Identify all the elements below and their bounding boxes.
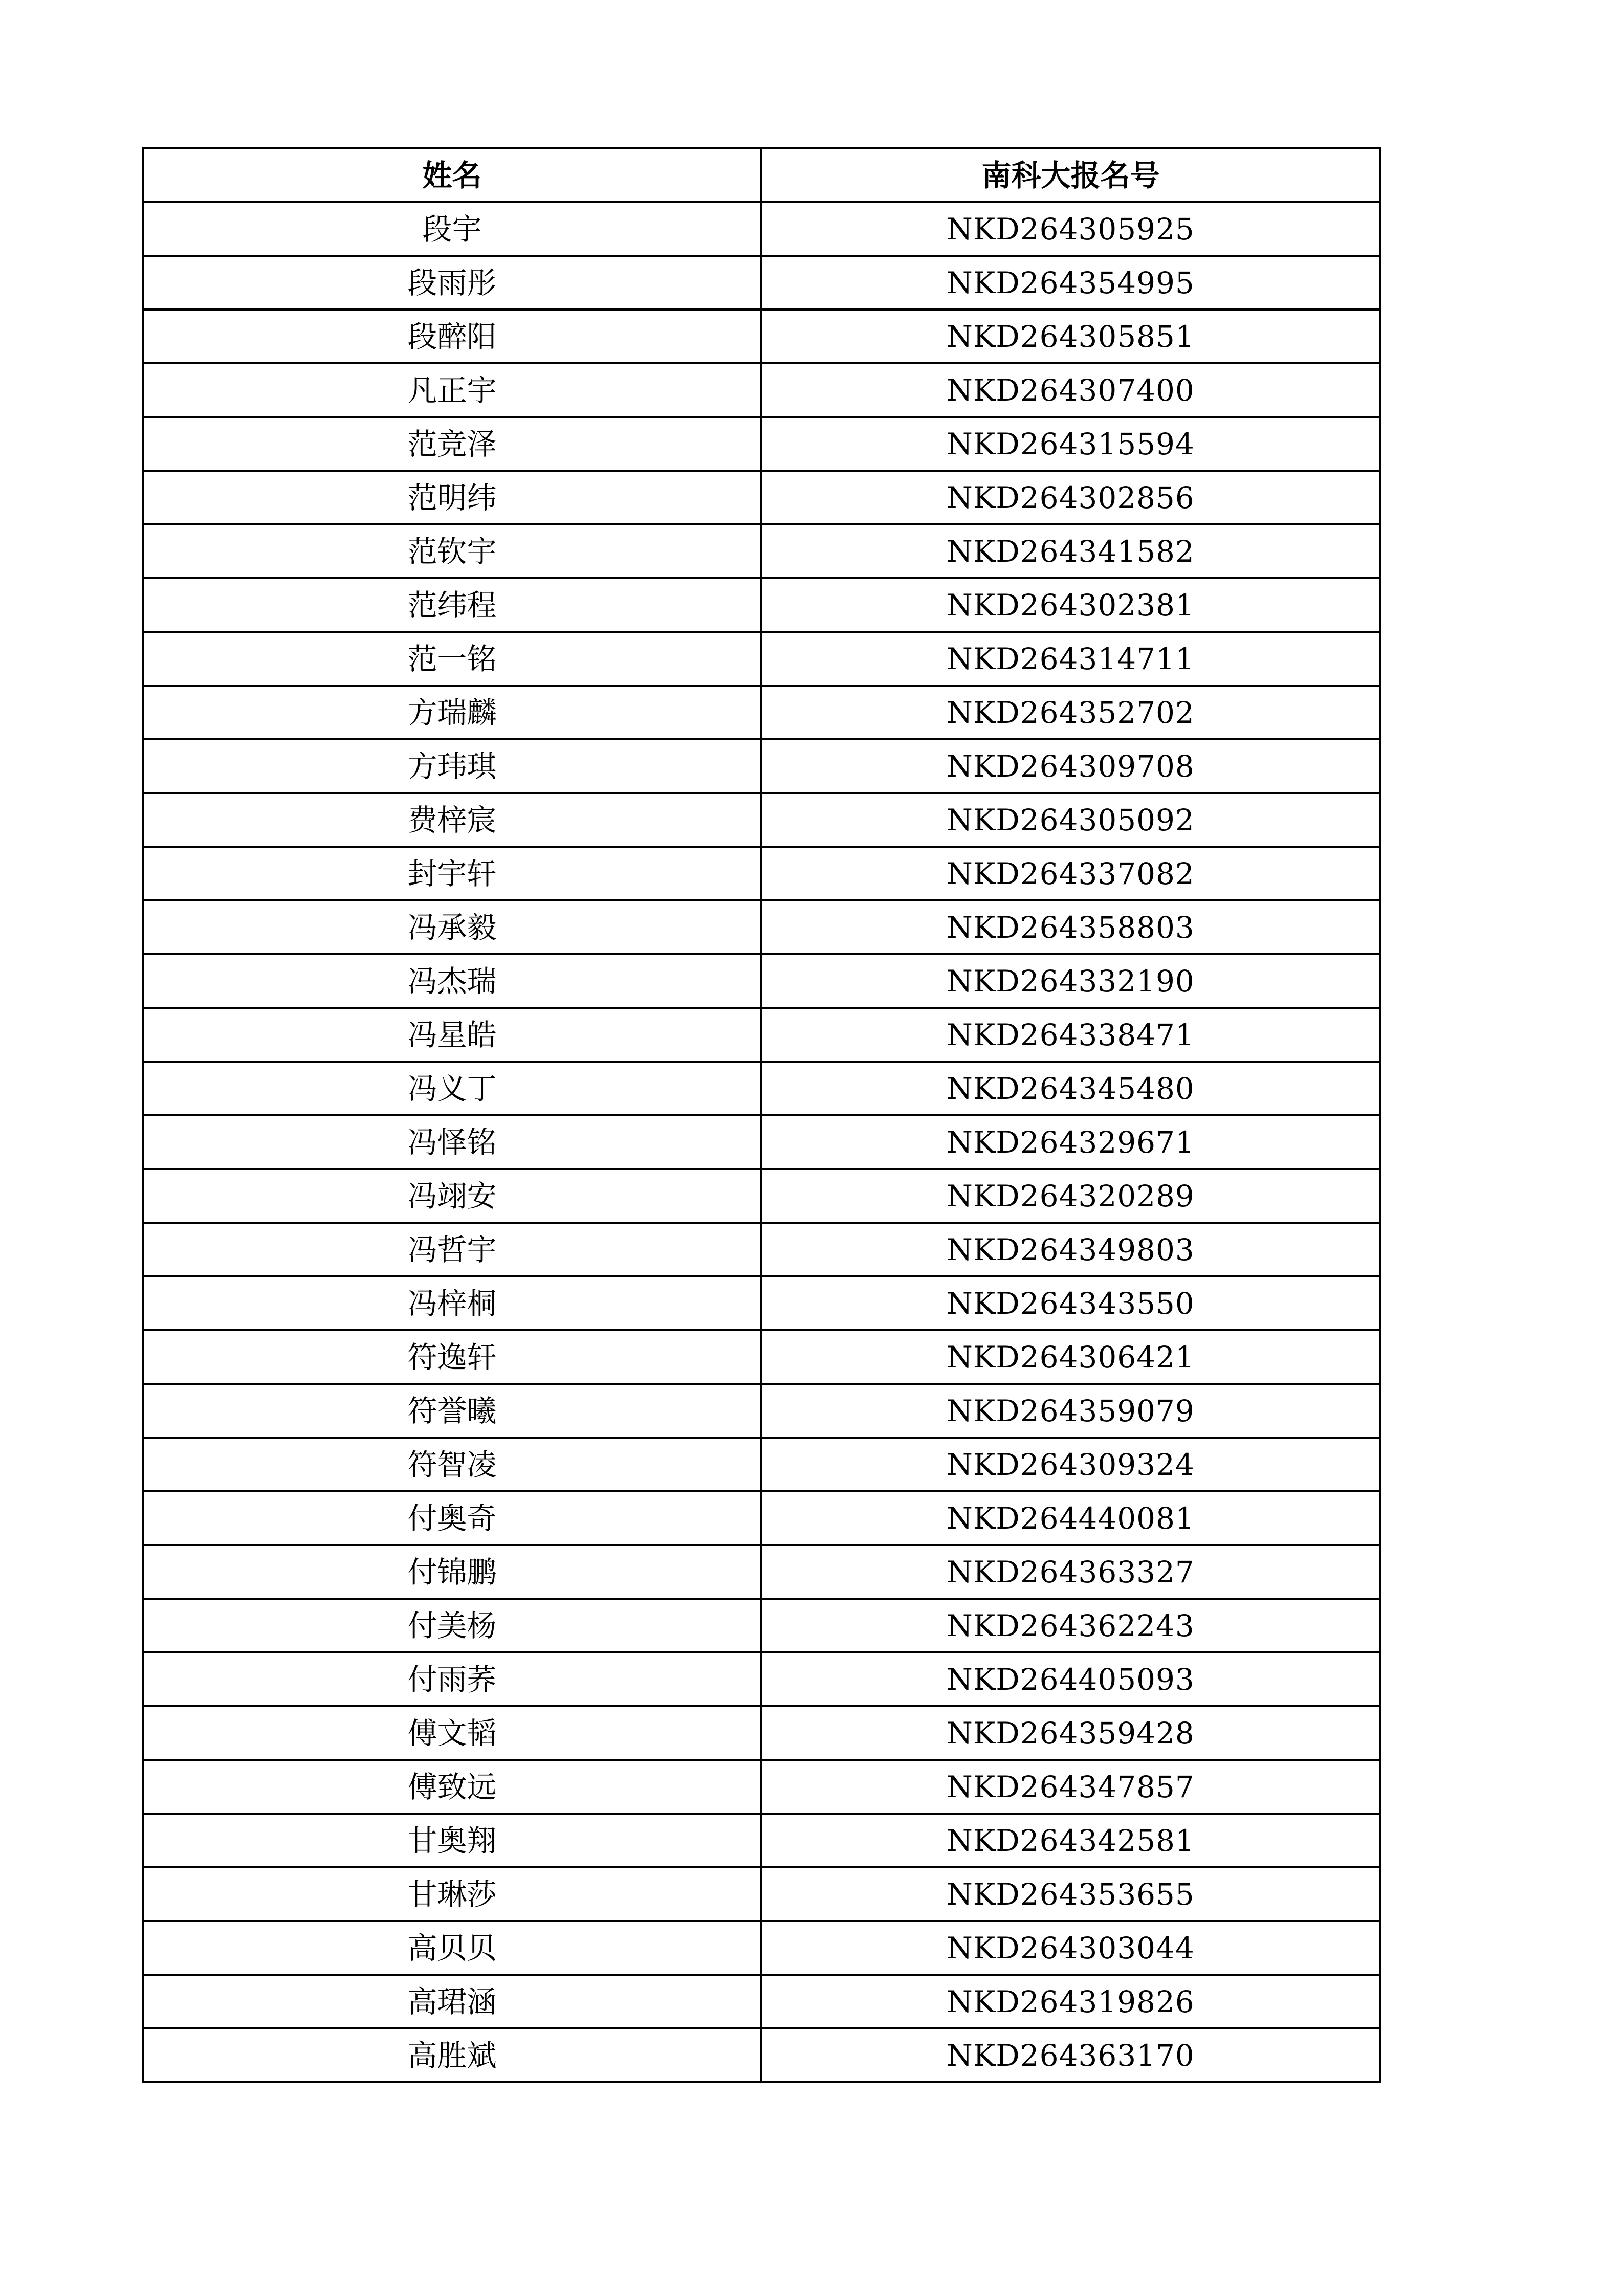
table-row xyxy=(143,847,1380,900)
registration-id-cell: NKD264347857 xyxy=(761,1760,1380,1814)
student-name-cell: 封宇轩 xyxy=(143,847,761,900)
table-row xyxy=(143,1921,1380,1975)
table-row xyxy=(143,1652,1380,1706)
student-name-cell: 甘琳莎 xyxy=(143,1867,761,1921)
table-row xyxy=(143,1599,1380,1652)
student-name-cell: 高珺涵 xyxy=(143,1975,761,2028)
registration-id-cell: NKD264303044 xyxy=(761,1921,1380,1975)
student-name-cell: 付雨荞 xyxy=(143,1652,761,1706)
student-name-cell: 费梓宸 xyxy=(143,793,761,847)
student-name-cell: 范明纬 xyxy=(143,471,761,524)
student-name-cell: 冯哲宇 xyxy=(143,1223,761,1276)
table-row xyxy=(143,739,1380,793)
student-name-cell: 傅致远 xyxy=(143,1760,761,1814)
header-row xyxy=(143,148,1380,202)
table-row xyxy=(143,1276,1380,1330)
header-registration-id: 南科大报名号 xyxy=(761,148,1380,202)
registration-id-cell: NKD264320289 xyxy=(761,1169,1380,1223)
table-row xyxy=(143,632,1380,686)
registration-id-cell: NKD264440081 xyxy=(761,1491,1380,1545)
roster-sheet xyxy=(142,147,1379,2083)
table-row xyxy=(143,900,1380,954)
registration-id-cell: NKD264343550 xyxy=(761,1276,1380,1330)
table-row xyxy=(143,954,1380,1008)
registration-id-cell: NKD264315594 xyxy=(761,417,1380,471)
student-name-cell: 甘奥翔 xyxy=(143,1814,761,1867)
student-name-cell: 符智凌 xyxy=(143,1438,761,1491)
registration-id-cell: NKD264363170 xyxy=(761,2028,1380,2082)
registration-id-cell: NKD264363327 xyxy=(761,1545,1380,1599)
registration-id-cell: NKD264342581 xyxy=(761,1814,1380,1867)
table-row xyxy=(143,1062,1380,1115)
student-name-cell: 方玮琪 xyxy=(143,739,761,793)
registration-id-cell: NKD264358803 xyxy=(761,900,1380,954)
registration-id-cell: NKD264359428 xyxy=(761,1706,1380,1760)
student-name-cell: 范纬程 xyxy=(143,578,761,632)
student-name-cell: 付美杨 xyxy=(143,1599,761,1652)
table-row xyxy=(143,1545,1380,1599)
table-row xyxy=(143,1491,1380,1545)
student-name-cell: 凡正宇 xyxy=(143,363,761,417)
table-row xyxy=(143,1115,1380,1169)
student-name-cell: 符逸轩 xyxy=(143,1330,761,1384)
registration-id-cell: NKD264345480 xyxy=(761,1062,1380,1115)
table-row xyxy=(143,1384,1380,1438)
table-row xyxy=(143,1867,1380,1921)
table-row xyxy=(143,2028,1380,2082)
registration-id-cell: NKD264319826 xyxy=(761,1975,1380,2028)
student-name-cell: 符誉曦 xyxy=(143,1384,761,1438)
table-row xyxy=(143,1438,1380,1491)
table-row xyxy=(143,256,1380,310)
table-row xyxy=(143,578,1380,632)
registration-id-cell: NKD264302856 xyxy=(761,471,1380,524)
table-row xyxy=(143,1169,1380,1223)
registration-id-cell: NKD264349803 xyxy=(761,1223,1380,1276)
student-name-cell: 范竞泽 xyxy=(143,417,761,471)
registration-id-cell: NKD264359079 xyxy=(761,1384,1380,1438)
student-name-cell: 高贝贝 xyxy=(143,1921,761,1975)
registration-id-cell: NKD264338471 xyxy=(761,1008,1380,1062)
table-row xyxy=(143,202,1380,256)
registration-id-cell: NKD264309708 xyxy=(761,739,1380,793)
student-name-cell: 冯承毅 xyxy=(143,900,761,954)
table-row xyxy=(143,1760,1380,1814)
student-name-cell: 冯梓桐 xyxy=(143,1276,761,1330)
registration-id-cell: NKD264332190 xyxy=(761,954,1380,1008)
student-name-cell: 付锦鹏 xyxy=(143,1545,761,1599)
student-name-cell: 范钦宇 xyxy=(143,524,761,578)
student-name-cell: 段醉阳 xyxy=(143,310,761,363)
student-name-cell: 冯怿铭 xyxy=(143,1115,761,1169)
registration-id-cell: NKD264353655 xyxy=(761,1867,1380,1921)
registration-id-cell: NKD264307400 xyxy=(761,363,1380,417)
registration-id-cell: NKD264314711 xyxy=(761,632,1380,686)
table-row xyxy=(143,1330,1380,1384)
table-row xyxy=(143,310,1380,363)
table-row xyxy=(143,1706,1380,1760)
student-name-cell: 冯星皓 xyxy=(143,1008,761,1062)
registration-id-cell: NKD264306421 xyxy=(761,1330,1380,1384)
registration-id-cell: NKD264305925 xyxy=(761,202,1380,256)
table-row xyxy=(143,1008,1380,1062)
registration-id-cell: NKD264305092 xyxy=(761,793,1380,847)
table-row xyxy=(143,363,1380,417)
table-row xyxy=(143,793,1380,847)
student-name-cell: 段宇 xyxy=(143,202,761,256)
table-row xyxy=(143,524,1380,578)
student-name-cell: 冯翊安 xyxy=(143,1169,761,1223)
table-row xyxy=(143,1223,1380,1276)
student-name-cell: 冯杰瑞 xyxy=(143,954,761,1008)
registration-id-cell: NKD264329671 xyxy=(761,1115,1380,1169)
table-row xyxy=(143,1814,1380,1867)
table-row xyxy=(143,471,1380,524)
registration-id-cell: NKD264302381 xyxy=(761,578,1380,632)
registration-id-cell: NKD264352702 xyxy=(761,686,1380,739)
registration-id-cell: NKD264405093 xyxy=(761,1652,1380,1706)
header-name: 姓名 xyxy=(143,148,761,202)
student-name-cell: 方瑞麟 xyxy=(143,686,761,739)
registration-id-cell: NKD264337082 xyxy=(761,847,1380,900)
student-name-cell: 段雨彤 xyxy=(143,256,761,310)
registration-id-cell: NKD264341582 xyxy=(761,524,1380,578)
table-row xyxy=(143,1975,1380,2028)
registration-id-cell: NKD264309324 xyxy=(761,1438,1380,1491)
table-row xyxy=(143,686,1380,739)
student-name-cell: 范一铭 xyxy=(143,632,761,686)
student-name-cell: 高胜斌 xyxy=(143,2028,761,2082)
student-name-cell: 付奥奇 xyxy=(143,1491,761,1545)
roster-table xyxy=(142,147,1381,2083)
student-name-cell: 冯义丁 xyxy=(143,1062,761,1115)
table-row xyxy=(143,417,1380,471)
registration-id-cell: NKD264354995 xyxy=(761,256,1380,310)
student-name-cell: 傅文韬 xyxy=(143,1706,761,1760)
roster-body xyxy=(143,202,1380,2082)
registration-id-cell: NKD264305851 xyxy=(761,310,1380,363)
registration-id-cell: NKD264362243 xyxy=(761,1599,1380,1652)
